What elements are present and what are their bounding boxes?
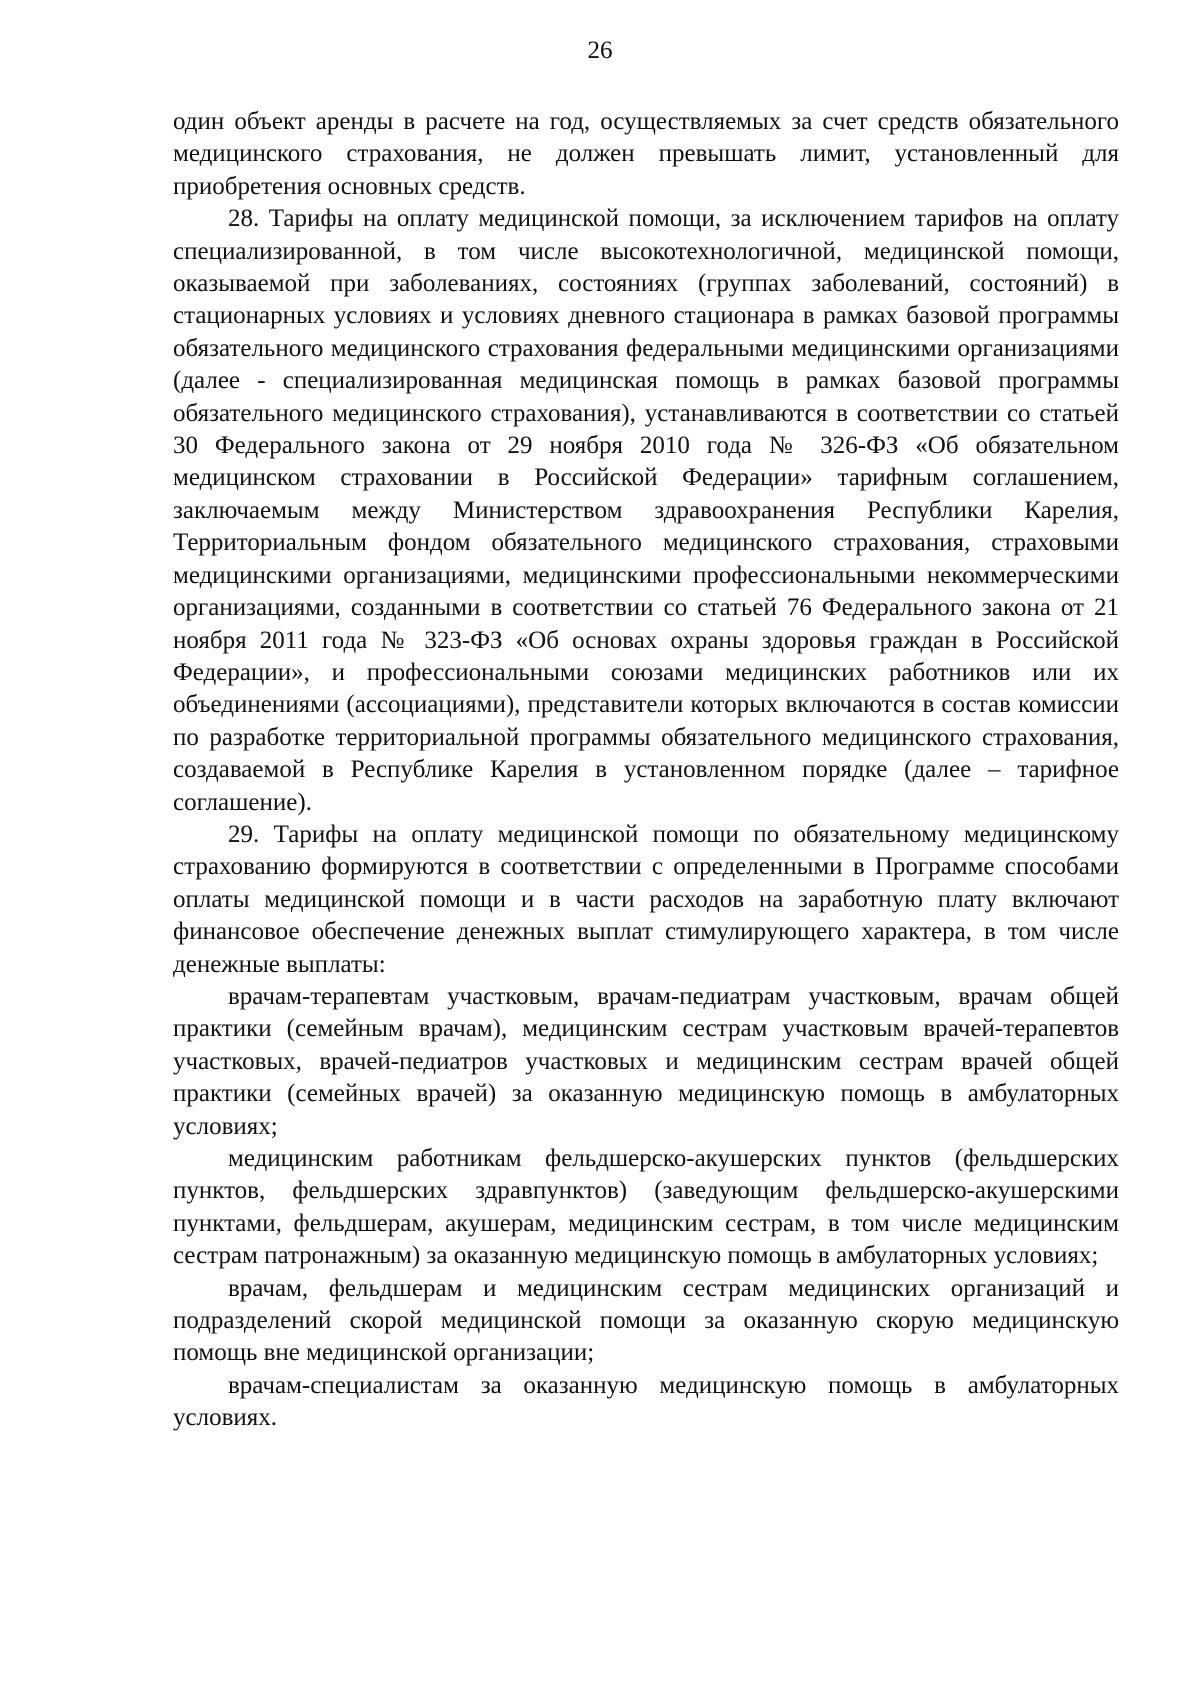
paragraph-payments-district-doctors: врачам-терапевтам участковым, врачам-педиатрам участковым, врачам общей практики (семейным врачам), медицинским сестрам участковым врачей-терапевтов участковых, врачей-педиатров участковых и медицинским сестрам врачей общей практики (семейных врачей) за оказанную медицинскую помощь в амбулаторных условиях; [173, 982, 1119, 1140]
paragraph-payments-specialists: врачам-специалистам за оказанную медицинскую помощь в амбулаторных условиях. [173, 1371, 1119, 1432]
paragraph-continuation: один объект аренды в расчете на год, осуществляемых за счет средств обязательного медицинского страхования, не должен превышать лимит, установленный для приобретения основных средств. [173, 108, 1119, 200]
page-number: 26 [587, 37, 613, 64]
paragraph-payments-emergency-care: врачам, фельдшерам и медицинским сестрам медицинских организаций и подразделений скорой медицинской помощи за оказанную скорую медицинскую помощь вне медицинской организации; [173, 1274, 1119, 1367]
document-body [173, 106, 1119, 1435]
paragraph-payments-feldsher-points: медицинским работникам фельдшерско-акушерских пунктов (фельдшерских пунктов, фельдшерских здравпунктов) (заведующим фельдшерско-акушерскими пунктами, фельдшерам, акушерам, медицинским сестрам, в том числе медицинским сестрам патронажным) за оказанную медицинскую помощь в амбулаторных условиях; [173, 1145, 1119, 1270]
paragraph-item-28: 28. Тарифы на оплату медицинской помощи, за исключением тарифов на оплату специализированной, в том числе высокотехнологичной, медицинской помощи, оказываемой при заболеваниях, состояниях (группах заболеваний, состояний) в стационарных условиях и условиях дневного стационара в рамках базовой программы обязательного медицинского страхования федеральными медицинскими организациями (далее - специализированная медицинская помощь в рамках базовой программы обязательного медицинского страхования), устанавливаются в соответствии со статьей 30 Федерального закона от 29 ноября 2010 года № 326-ФЗ «Об обязательном медицинском страховании в Российской Федерации» тарифным соглашением, заключаемым между Министерством здравоохранения Республики Карелия, Территориальным фондом обязательного медицинского страхования, страховыми медицинскими организациями, медицинскими профессиональными некоммерческими организациями, созданными в соответствии со статьей 76 Федерального закона от 21 ноября 2011 года № 323-ФЗ «Об основах охраны здоровья граждан в Российской Федерации», и профессиональными союзами медицинских работников или их объединениями (ассоциациями), представители которых включаются в состав комиссии по разработке территориальной программы обязательного медицинского страхования, создаваемой в Республике Карелия в установленном порядке (далее – тарифное соглашение). [173, 205, 1119, 816]
paragraph-item-29: 29. Тарифы на оплату медицинской помощи по обязательному медицинскому страхованию формируются в соответствии с определенными в Программе способами оплаты медицинской помощи и в части расходов на заработную плату включают финансовое обеспечение денежных выплат стимулирующего характера, в том числе денежные выплаты: [173, 820, 1119, 978]
